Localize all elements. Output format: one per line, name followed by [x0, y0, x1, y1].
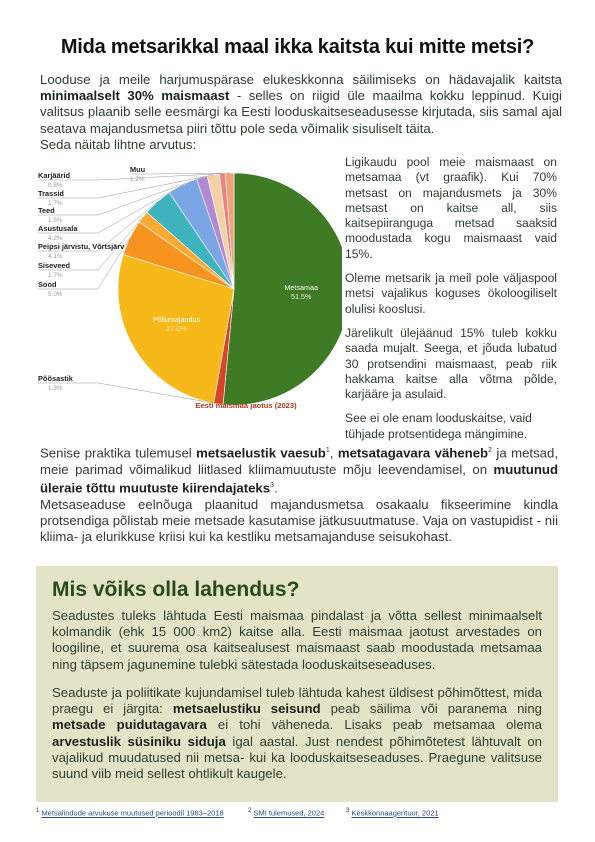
- slice-value: 51.5%: [291, 292, 312, 302]
- practice-bold: metsatagavara väheneb: [337, 445, 489, 461]
- solution-bold: metsade puidutagavara: [52, 717, 207, 733]
- intro-lead: Seda näitab lihtne arvutus:: [40, 137, 197, 152]
- solution-paragraph-2: [52, 685, 542, 782]
- practice-bold: metsaelustik vaesub: [196, 445, 326, 461]
- slice-value: 1.7%: [48, 200, 63, 207]
- intro-bold: minimaalselt 30% maismaast: [40, 88, 230, 104]
- intro-paragraph: [40, 72, 562, 137]
- footnote-number: 3: [346, 808, 350, 814]
- slice-label: Siseveed: [38, 261, 71, 270]
- pie-slice: [223, 173, 342, 405]
- footnote[interactable]: [36, 808, 224, 818]
- solution-bold: arvestuslik süsiniku siduja: [52, 733, 226, 749]
- right-paragraph: Järelikult ülejäänud 15% tuleb kokku saada mujalt. Seega, et jõuda lubatud 30 protsendini maismaast, peab riik hakkama kaitse alla võtma põlde, karjääre ja asulaid.: [345, 325, 557, 402]
- slice-value: 1.3%: [48, 385, 63, 392]
- solution-text: ei tohi väheneda. Lisaks peab metsamaa olema: [206, 717, 542, 733]
- chart-title: Eesti maismaa jaotus (2023): [195, 401, 297, 410]
- right-column: [345, 155, 557, 451]
- slice-label: Karjäärid: [38, 171, 71, 180]
- pie-chart: [36, 165, 342, 417]
- footnote-ref: 2: [488, 447, 493, 454]
- right-paragraph: See ei ole enam looduskaitse, vaid tühjade protsentidega mängimine.: [345, 411, 532, 441]
- footnote-link[interactable]: Keskkonnaagentuur, 2021: [351, 808, 439, 818]
- slice-value: 4.1%: [48, 253, 63, 260]
- slice-label: Teed: [38, 206, 55, 215]
- footnote[interactable]: [346, 808, 439, 818]
- slice-value: 1.7%: [48, 272, 63, 279]
- practice-text: ,: [329, 445, 338, 461]
- slice-label: Põõsastik: [38, 374, 73, 383]
- practice-paragraph: [40, 443, 558, 496]
- practice-text: ja metsad, meie parimad võimalikud liitlased kliimamuutuste mõju leevendamisel, on: [40, 445, 558, 477]
- footnote-number: 1: [36, 808, 40, 814]
- forest-law-paragraph: Metsaseaduse eelnõuga plaanitud majandusmetsa osakaalu fikseerimine kindla protsendiga põlistab meie metsade kasutamise jätkusuutmatuse. Vaja on vastupidist - nii kliima- ja elurikkuse kriisi kui ka kestliku metsamajanduse seisukohast.: [40, 497, 558, 545]
- slice-value: 1.5%: [48, 217, 63, 224]
- solution-title: Mis võiks olla lahendus?: [52, 578, 300, 601]
- intro-text-2: - selles on riigid üle maailma kokku leppinud. Kuigi valitsus plaanib selle eesmärgi ka Eesti looduskaitseseadusesse kirjutada, siis samal ajal seatava majandusmetsa piiri tõttu pole seda võimalik sisuliselt täita.: [40, 88, 562, 136]
- practice-text: .: [274, 480, 278, 496]
- slice-label: Metsamaa: [284, 283, 318, 293]
- footnote-ref: 3: [270, 481, 275, 489]
- page-title: Mida metsarikkal maal ikka kaitsta kui mitte metsi?: [60, 36, 535, 58]
- footnote-ref: 1: [325, 447, 330, 454]
- footnote-number: 2: [248, 808, 252, 814]
- slice-value: 5.0%: [48, 291, 63, 298]
- footnote[interactable]: [248, 808, 324, 818]
- slice-value: 27.0%: [166, 324, 187, 333]
- practice-text: Senise praktika tulemusel: [40, 445, 197, 461]
- right-paragraph: Oleme metsarik ja meil pole väljaspool metsi vajalikus koguses ökoloogiliselt olulisi kooslusi.: [345, 271, 557, 316]
- solution-bold: metsaelustiku seisund: [172, 701, 321, 717]
- slice-label: Trassid: [38, 189, 64, 198]
- right-paragraph: Ligikaudu pool meie maismaast on metsamaa (vt graafik). Kui 70% metsast on majandusmets ja 30% metsast on kaitse all, siis kaitsepiiranguga metsad saaksid moodustada kogu maismaast vaid 15%.: [345, 155, 557, 261]
- slice-label: Sood: [38, 280, 57, 289]
- practice-bold: muutunud üleraie tõttu muutuste kiirendajateks: [40, 461, 558, 496]
- solution-text: Seaduste ja poliitikate kujundamisel tuleb lähtuda kahest üldisest põhimõttest, mida praegu ei järgita:: [52, 685, 542, 717]
- slice-value: 0.8%: [48, 182, 63, 189]
- slice-value: 1.2%: [130, 176, 145, 183]
- footnote-link[interactable]: SMI tulemused, 2024: [253, 808, 325, 818]
- solution-text: igal aastal. Just nendest põhimõtetest lähtuvalt on vajalikud muudatused nii metsa- kui ka looduskaitseseaduses. Praegune valitsuse suund viib meid sellest ohtlikult kaugele.: [52, 733, 542, 782]
- footnote-link[interactable]: Metsalindude arvukuse muutused perioodil 1983–2018: [41, 808, 224, 818]
- slice-label: Põllumajandus: [152, 315, 201, 324]
- slice-label: Asustusala: [38, 224, 78, 233]
- slice-label: Peipsi järvistu, Võrtsjärv: [38, 242, 125, 251]
- intro-text: Looduse ja meile harjumuspärase elukeskkonna säilimiseks on hädavajalik kaitsta: [40, 72, 562, 87]
- slice-label: Muu: [130, 165, 146, 174]
- solution-paragraph-1: Seadustes tuleks lähtuda Eesti maismaa pindalast ja võtta sellest minimaalselt kolmandik (ehk 15 000 km2) kaitse alla. Eesti maismaa jaotust arvestades on loogiline, et suurema osa kaitsealusest maismaast saab moodustada metsamaa ning täpsem jagunemine tulebki sätestada looduskaitseseaduses.: [52, 608, 542, 672]
- slice-value: 4.2%: [48, 235, 63, 242]
- solution-text: peab säilima või paranema ning: [320, 701, 542, 717]
